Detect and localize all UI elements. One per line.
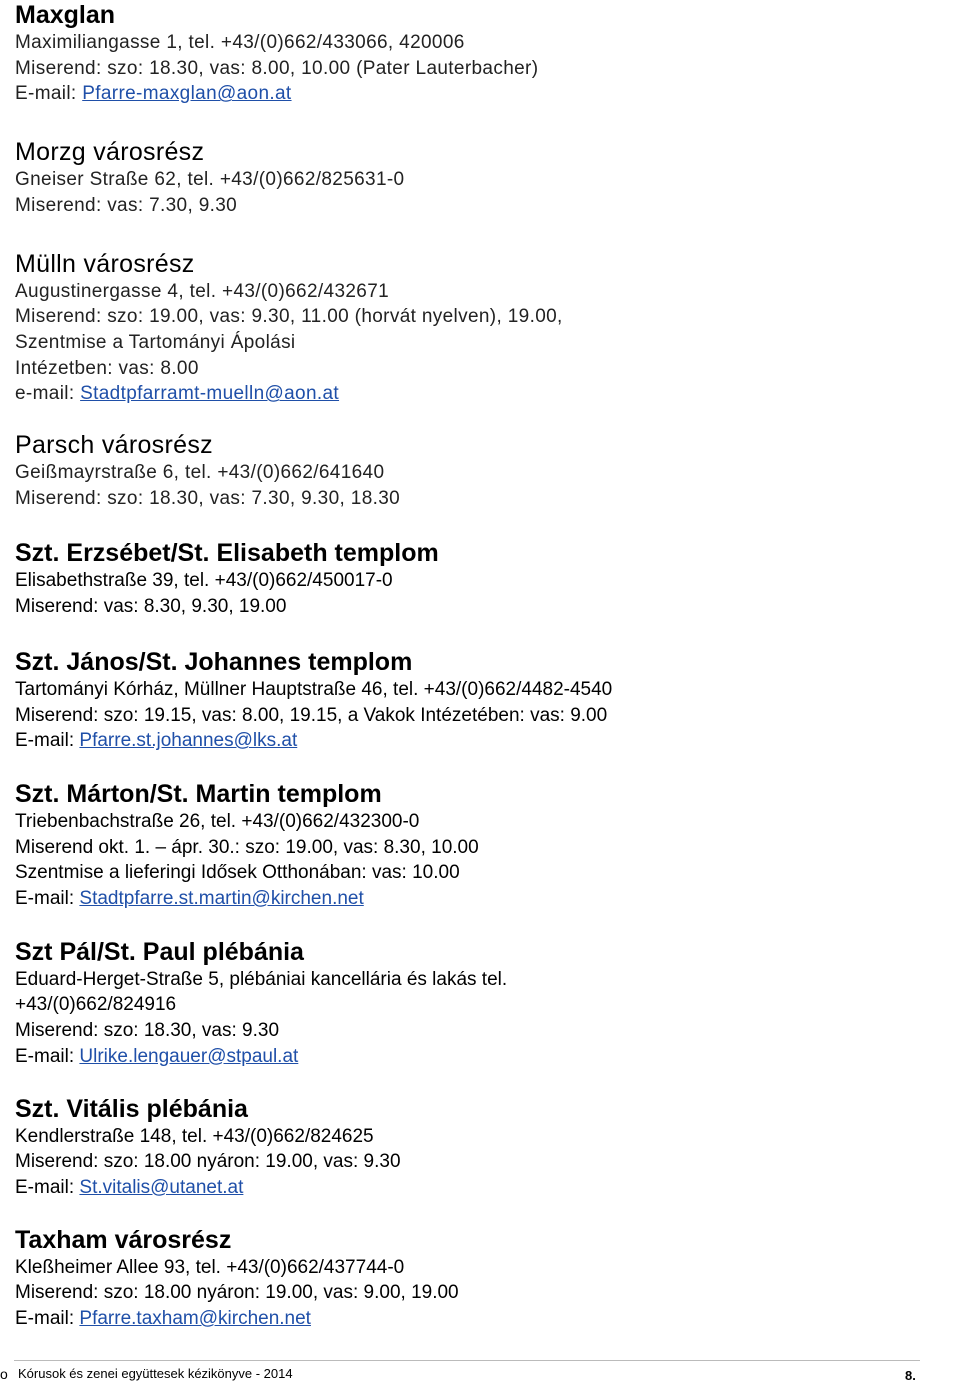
address-line: Augustinergasse 4, tel. +43/(0)662/432671 <box>15 280 390 302</box>
address-line: Elisabethstraße 39, tel. +43/(0)662/450017-0 <box>15 570 393 592</box>
email-label: e-mail: <box>15 383 81 405</box>
mass-times-line: Miserend okt. 1. – ápr. 30.: szo: 19.00, vas: 8.30, 10.00 <box>15 836 479 858</box>
page-footer <box>0 1360 960 1385</box>
parish-section-parsch <box>15 430 945 511</box>
page-number: 8. <box>905 1368 916 1383</box>
email-link[interactable]: Stadtpfarramt-muelln@aon.at <box>80 383 340 405</box>
mass-times-line: Intézetben: vas: 8.00 <box>15 357 199 379</box>
address-line: Eduard-Herget-Straße 5, plébániai kancellária és lakás tel. <box>15 968 508 990</box>
email-label: E-mail: <box>15 730 80 752</box>
parish-title: Szt. Erzsébet/St. Elisabeth templom <box>15 539 439 568</box>
mass-times-line: Miserend: vas: 8.30, 9.30, 19.00 <box>15 596 287 618</box>
mass-times-line: Szentmise a lieferingi Idősek Otthonában: vas: 10.00 <box>15 862 460 884</box>
parish-title: Maxglan <box>15 1 116 29</box>
phone-line: +43/(0)662/824916 <box>15 994 177 1016</box>
email-line <box>15 1306 945 1332</box>
parish-section-johannes <box>15 647 945 754</box>
mass-times-line: Szentmise a Tartományi Ápolási <box>15 331 296 353</box>
address-line: Maximiliangasse 1, tel. +43/(0)662/433066, 420006 <box>15 32 465 53</box>
parish-section-paul <box>15 937 945 1070</box>
footer-divider <box>14 1360 920 1361</box>
email-label: E-mail: <box>15 888 80 910</box>
address-line: Triebenbachstraße 26, tel. +43/(0)662/432300-0 <box>15 810 420 832</box>
parish-section-morzg <box>15 137 945 218</box>
address-line: Kendlerstraße 148, tel. +43/(0)662/824625 <box>15 1125 374 1147</box>
mass-times-line: Miserend: szo: 18.00 nyáron: 19.00, vas: 9.30 <box>15 1151 401 1173</box>
parish-section-martin <box>15 779 945 912</box>
parish-section-taxham <box>15 1225 945 1332</box>
address-line: Gneiser Straße 62, tel. +43/(0)662/825631-0 <box>15 169 405 191</box>
email-label: E-mail: <box>15 1308 80 1330</box>
address-line: Tartományi Kórház, Müllner Hauptstraße 46, tel. +43/(0)662/4482-4540 <box>15 678 613 700</box>
email-label: E-mail: <box>15 1045 80 1067</box>
parish-title: Mülln városrész <box>15 249 195 278</box>
parish-title: Taxham városrész <box>15 1225 232 1254</box>
parish-section-mulln <box>15 249 945 408</box>
email-line <box>15 1175 945 1201</box>
email-link[interactable]: Stadtpfarre.st.martin@kirchen.net <box>79 888 364 910</box>
email-link[interactable]: St.vitalis@utanet.at <box>79 1176 244 1198</box>
parish-section-vitalis <box>15 1094 945 1201</box>
email-line <box>15 81 945 107</box>
address-line: Kleßheimer Allee 93, tel. +43/(0)662/437744-0 <box>15 1256 405 1278</box>
email-line <box>15 381 945 407</box>
parish-title: Szt. Vitális plébánia <box>15 1094 248 1123</box>
email-line <box>15 886 945 912</box>
email-label: E-mail: <box>15 83 83 105</box>
document-page <box>15 0 945 1332</box>
mass-times-line: Miserend: vas: 7.30, 9.30 <box>15 194 238 216</box>
mass-times-line: Miserend: szo: 18.30, vas: 9.30 <box>15 1020 280 1042</box>
mass-times-line: Miserend: szo: 18.30, vas: 7.30, 9.30, 18.30 <box>15 487 401 509</box>
email-label: E-mail: <box>15 1176 80 1198</box>
email-link[interactable]: Pfarre-maxglan@aon.at <box>82 83 292 105</box>
email-line <box>15 1044 945 1070</box>
parish-title: Morzg városrész <box>15 138 205 167</box>
mass-times-line: Miserend: szo: 18.00 nyáron: 19.00, vas: 9.00, 19.00 <box>15 1282 459 1304</box>
parish-title: Szt. János/St. Johannes templom <box>15 647 413 676</box>
email-link[interactable]: Pfarre.st.johannes@lks.at <box>79 730 298 752</box>
parish-title: Szt. Márton/St. Martin templom <box>15 779 382 808</box>
address-line: Geißmayrstraße 6, tel. +43/(0)662/641640 <box>15 462 385 484</box>
mass-times-line: Miserend: szo: 19.15, vas: 8.00, 19.15, a Vakok Intézetében: vas: 9.00 <box>15 704 608 726</box>
email-link[interactable]: Pfarre.taxham@kirchen.net <box>79 1308 311 1330</box>
mass-times-line: Miserend: szo: 18.30, vas: 8.00, 10.00 (Pater Lauterbacher) <box>15 57 539 79</box>
footer-marker: o <box>0 1366 8 1382</box>
footer-text: Kórusok és zenei együttesek kézikönyve - 2014 <box>18 1366 293 1381</box>
parish-section-maxglan <box>15 0 945 107</box>
mass-times-line: Miserend: szo: 19.00, vas: 9.30, 11.00 (horvát nyelven), 19.00, <box>15 306 563 328</box>
email-link[interactable]: Ulrike.lengauer@stpaul.at <box>79 1045 299 1067</box>
parish-title: Szt Pál/St. Paul plébánia <box>15 937 304 966</box>
email-line <box>15 728 945 754</box>
parish-title: Parsch városrész <box>15 431 213 460</box>
parish-section-elisabeth <box>15 538 945 619</box>
